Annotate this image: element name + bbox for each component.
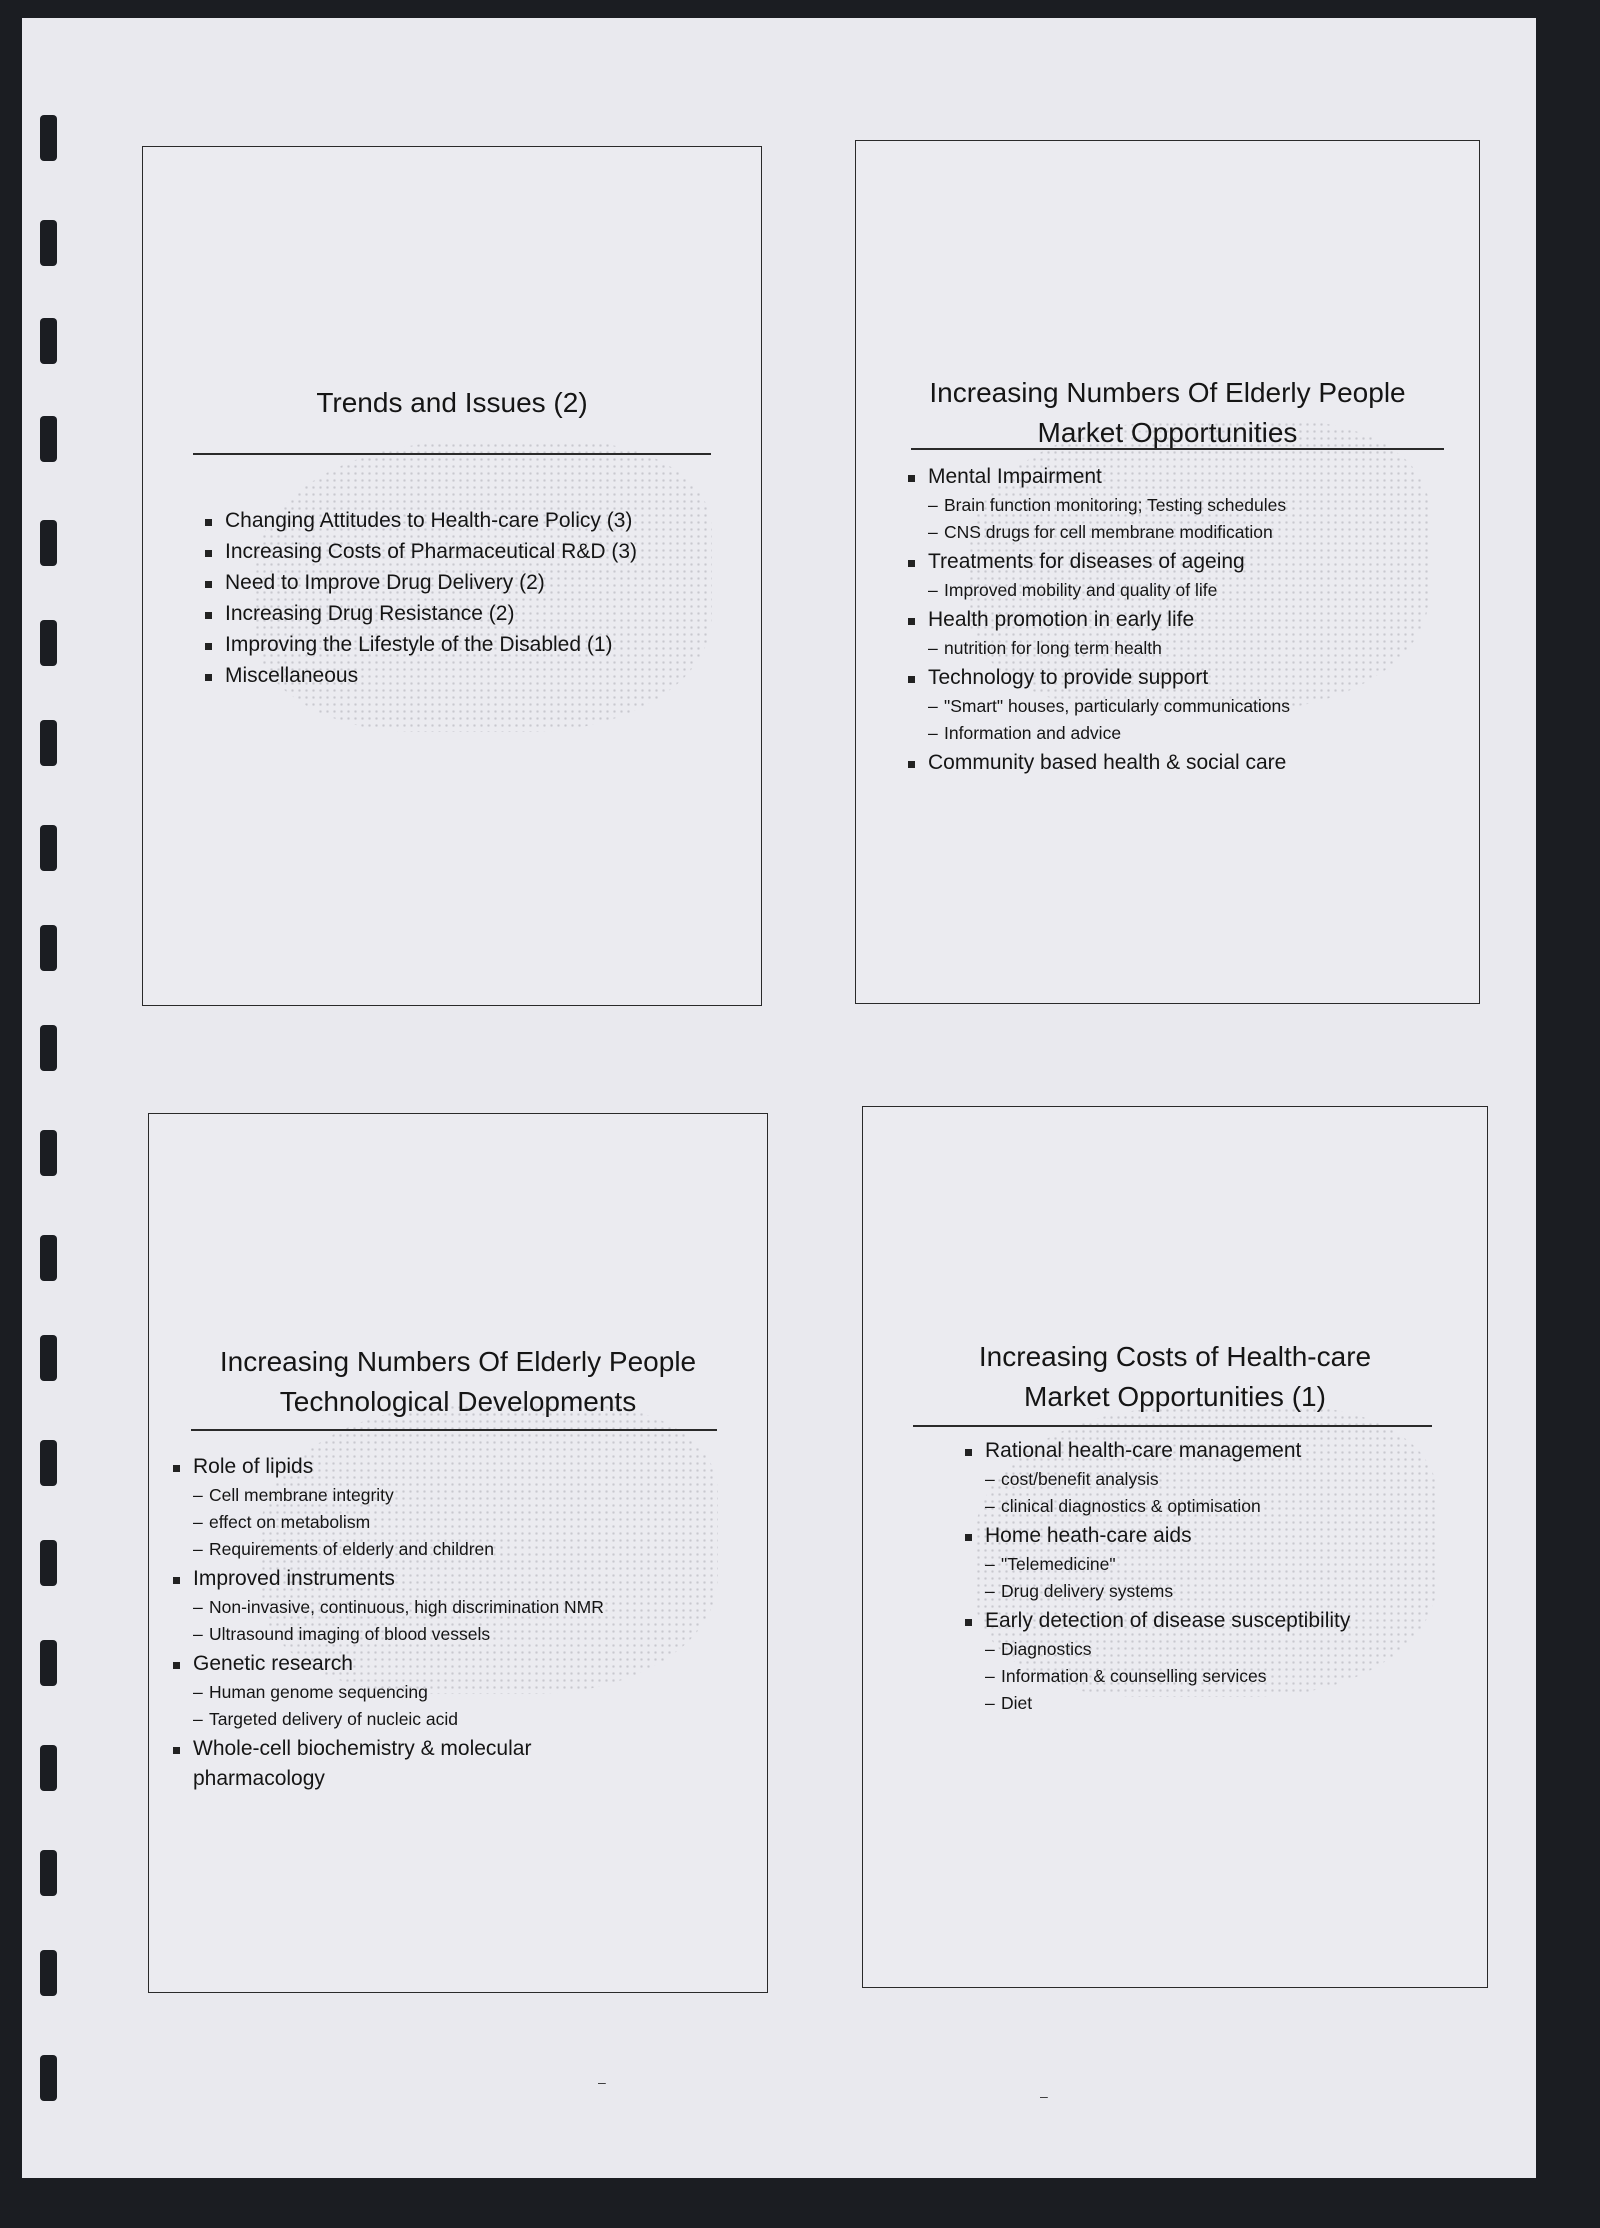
slide-title-line: Increasing Numbers Of Elderly People [929,377,1406,408]
bullet-item: Technology to provide support [906,662,1290,693]
slide-title-line: Increasing Costs of Health-care [978,1341,1372,1372]
sub-bullet-item: – Human genome sequencing [171,1679,604,1706]
bullet-continuation: pharmacology [193,1767,325,1790]
page-mark-left: – [598,2074,606,2090]
binding-hole [40,220,57,266]
sub-bullet-item: – cost/benefit analysis [963,1466,1350,1493]
sub-bullet-item: – Brain function monitoring; Testing schedules [906,492,1290,519]
bullet-item: Community based health & social care [906,747,1290,778]
slide-trends-and-issues [142,146,762,1006]
bullet-item: Genetic research [171,1648,604,1679]
sub-bullet-item: – nutrition for long term health [906,635,1290,662]
sub-bullet-item: – Drug delivery systems [963,1578,1350,1605]
title-rule [911,448,1444,450]
bullet-item: Rational health-care management [963,1435,1350,1466]
binding-hole [40,318,57,364]
sub-bullet-item: – Targeted delivery of nucleic acid [171,1706,604,1733]
binding-hole [40,1335,57,1381]
binding-hole [40,1025,57,1071]
sub-bullet-item: – Diet [963,1690,1350,1717]
title-rule [191,1429,717,1431]
sub-bullet-item: – Ultrasound imaging of blood vessels [171,1621,604,1648]
bullet-item: Improving the Lifestyle of the Disabled (1) [203,629,637,660]
sub-bullet-item: – Non-invasive, continuous, high discrimination NMR [171,1594,604,1621]
slide-title [883,1337,1467,1417]
bullet-item: Whole-cell biochemistry & molecular [171,1733,604,1764]
binding-hole [40,520,57,566]
bullet-list [203,505,637,691]
sub-bullet-item: – "Smart" houses, particularly communications [906,693,1290,720]
sub-bullet-item: – clinical diagnostics & optimisation [963,1493,1350,1520]
slide-elderly-market [855,140,1480,1004]
bullet-item: Need to Improve Drug Delivery (2) [203,567,637,598]
bullet-list [171,1451,604,1793]
binding-hole [40,1440,57,1486]
sub-bullet-item: – Information & counselling services [963,1663,1350,1690]
bullet-item: Health promotion in early life [906,604,1290,635]
bullet-item: Role of lipids [171,1451,604,1482]
bullet-list [906,461,1290,778]
title-rule [913,1425,1432,1427]
binding-hole [40,925,57,971]
bullet-list [963,1435,1350,1717]
slide-title [163,383,741,423]
slide-title-line: Market Opportunities [1037,417,1298,448]
binding-hole [40,1950,57,1996]
bullet-item: Increasing Drug Resistance (2) [203,598,637,629]
bullet-item: Home heath-care aids [963,1520,1350,1551]
slide-title [169,1342,747,1422]
bullet-item: Improved instruments [171,1563,604,1594]
binding-hole [40,720,57,766]
bullet-item: Miscellaneous [203,660,637,691]
bullet-item: Increasing Costs of Pharmaceutical R&D (3) [203,536,637,567]
title-rule [193,453,711,455]
binding-hole [40,620,57,666]
bullet-item: Mental Impairment [906,461,1290,492]
bullet-item: Treatments for diseases of ageing [906,546,1290,577]
sub-bullet-item: – "Telemedicine" [963,1551,1350,1578]
bullet-item: Early detection of disease susceptibility [963,1605,1350,1636]
slide-title-line: Trends and Issues (2) [316,387,588,418]
sub-bullet-item: – Requirements of elderly and children [171,1536,604,1563]
sub-bullet-item: – Diagnostics [963,1636,1350,1663]
slide-title-line: Technological Developments [279,1386,637,1417]
slide-healthcare-costs [862,1106,1488,1988]
slide-title [876,373,1459,453]
binding-hole [40,416,57,462]
binding-hole [40,2055,57,2101]
slide-title-line: Market Opportunities (1) [1024,1381,1326,1412]
slide-title-line: Increasing Numbers Of Elderly People [219,1346,697,1377]
binding-hole [40,1640,57,1686]
binding-hole [40,1130,57,1176]
binding-hole [40,1850,57,1896]
binding-hole [40,1540,57,1586]
slide-elderly-technology [148,1113,768,1993]
binding-hole [40,825,57,871]
sub-bullet-item: – Improved mobility and quality of life [906,577,1290,604]
page-mark-right: – [1040,2088,1048,2104]
binding-hole [40,1235,57,1281]
sub-bullet-item: – Cell membrane integrity [171,1482,604,1509]
sub-bullet-item: – Information and advice [906,720,1290,747]
binding-hole [40,115,57,161]
sub-bullet-item: – effect on metabolism [171,1509,604,1536]
binding-hole [40,1745,57,1791]
sub-bullet-item: – CNS drugs for cell membrane modification [906,519,1290,546]
bullet-item: Changing Attitudes to Health-care Policy (3) [203,505,637,536]
